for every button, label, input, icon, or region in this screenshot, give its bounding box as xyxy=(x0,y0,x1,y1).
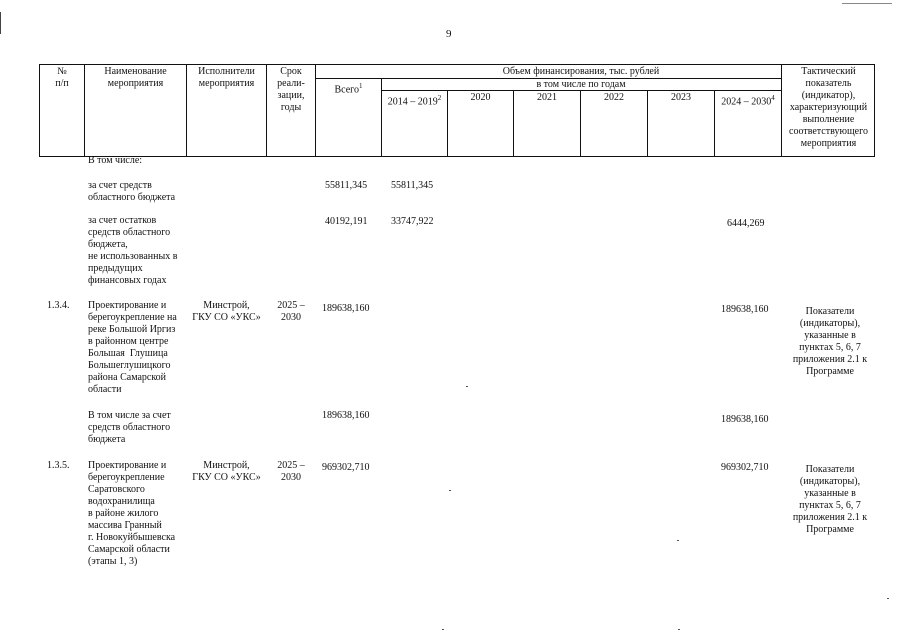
row-135-number: 1.3.5. xyxy=(47,460,70,471)
row-134-indicator: Показатели (индикаторы), указанные в пунктах 5, 6, 7 приложения 2.1 к Программе xyxy=(792,306,868,377)
including-label: В том числе: xyxy=(88,155,143,166)
header-col-2021: 2021 xyxy=(537,92,557,103)
row-134-number: 1.3.4. xyxy=(47,300,70,311)
header-col-2020: 2020 xyxy=(470,92,491,103)
row-135-executors: Минстрой, ГКУ СО «УКС» xyxy=(192,460,261,483)
row-135-2024-2030: 969302,710 xyxy=(721,462,769,473)
scan-speck xyxy=(466,386,468,387)
row-134-total: 189638,160 xyxy=(322,303,370,314)
header-col-2024-2030: 2024 – 2030$^4$ xyxy=(721,94,775,108)
row-134-including-2024-2030: 189638,160 xyxy=(721,414,769,425)
header-col-indicator: Тактический показатель (индикатор), характеризующий выполнение соответствующего мероприятия xyxy=(789,66,868,149)
row-balance-2024-2030: 6444,269 xyxy=(727,218,765,229)
row-regional-budget-2014-2019: 55811,345 xyxy=(391,180,434,191)
row-balance-name: за счет остатков средств областного бюджета, не использованных в предыдущих финансовых годах xyxy=(88,215,178,286)
header-col-2022: 2022 xyxy=(604,92,624,103)
header-col-2023: 2023 xyxy=(671,92,691,103)
row-134-executors: Минстрой, ГКУ СО «УКС» xyxy=(192,300,261,323)
header-col-total: Всего$^1$ xyxy=(334,82,363,96)
page-number: 9 xyxy=(446,28,452,40)
row-134-including-name: В том числе за счет средств областного бюджета xyxy=(88,410,171,445)
header-col-term: Срок реали- зации, годы xyxy=(277,66,305,113)
row-134-2024-2030: 189638,160 xyxy=(721,304,769,315)
header-col-funding: Объем финансирования, тыс. рублей xyxy=(502,66,660,77)
row-regional-budget-total: 55811,345 xyxy=(325,180,368,191)
row-135-total: 969302,710 xyxy=(322,462,370,473)
header-col-executors: Исполнители мероприятия xyxy=(198,66,255,89)
row-balance-2014-2019: 33747,922 xyxy=(391,216,434,227)
row-135-term: 2025 – 2030 xyxy=(277,460,305,483)
row-regional-budget-name: за счет средств областного бюджета xyxy=(88,180,176,203)
row-134-including-total: 189638,160 xyxy=(322,410,370,421)
scan-corner-line xyxy=(842,3,892,4)
scan-speck xyxy=(449,490,451,491)
row-135-indicator: Показатели (индикаторы), указанные в пунктах 5, 6, 7 приложения 2.1 к Программе xyxy=(792,464,868,535)
header-col-name: Наименование мероприятия xyxy=(104,66,167,89)
scan-speck xyxy=(887,598,889,599)
row-balance-total: 40192,191 xyxy=(325,216,368,227)
header-col-by-years: в том числе по годам xyxy=(536,79,626,90)
row-134-term: 2025 – 2030 xyxy=(277,300,305,323)
row-135-name: Проектирование и берегоукрепление Саратовского водохранилища в районе жилого массива Гранный г. Новокуйбышевска Самарской области (этапы 1, 3) xyxy=(88,460,176,567)
row-134-name: Проектирование и берегоукрепление на реке Большой Иргиз в районном центре Большая Глушица Большеглушицкого района Самарской области xyxy=(88,300,177,395)
scan-speck xyxy=(677,540,679,541)
scan-edge-mark xyxy=(0,12,1,34)
header-col-2014-2019: 2014 – 2019$^2$ xyxy=(387,94,442,108)
header-col-number: № п/п xyxy=(55,66,69,89)
scan-speck xyxy=(678,629,680,630)
scan-speck xyxy=(442,629,444,630)
